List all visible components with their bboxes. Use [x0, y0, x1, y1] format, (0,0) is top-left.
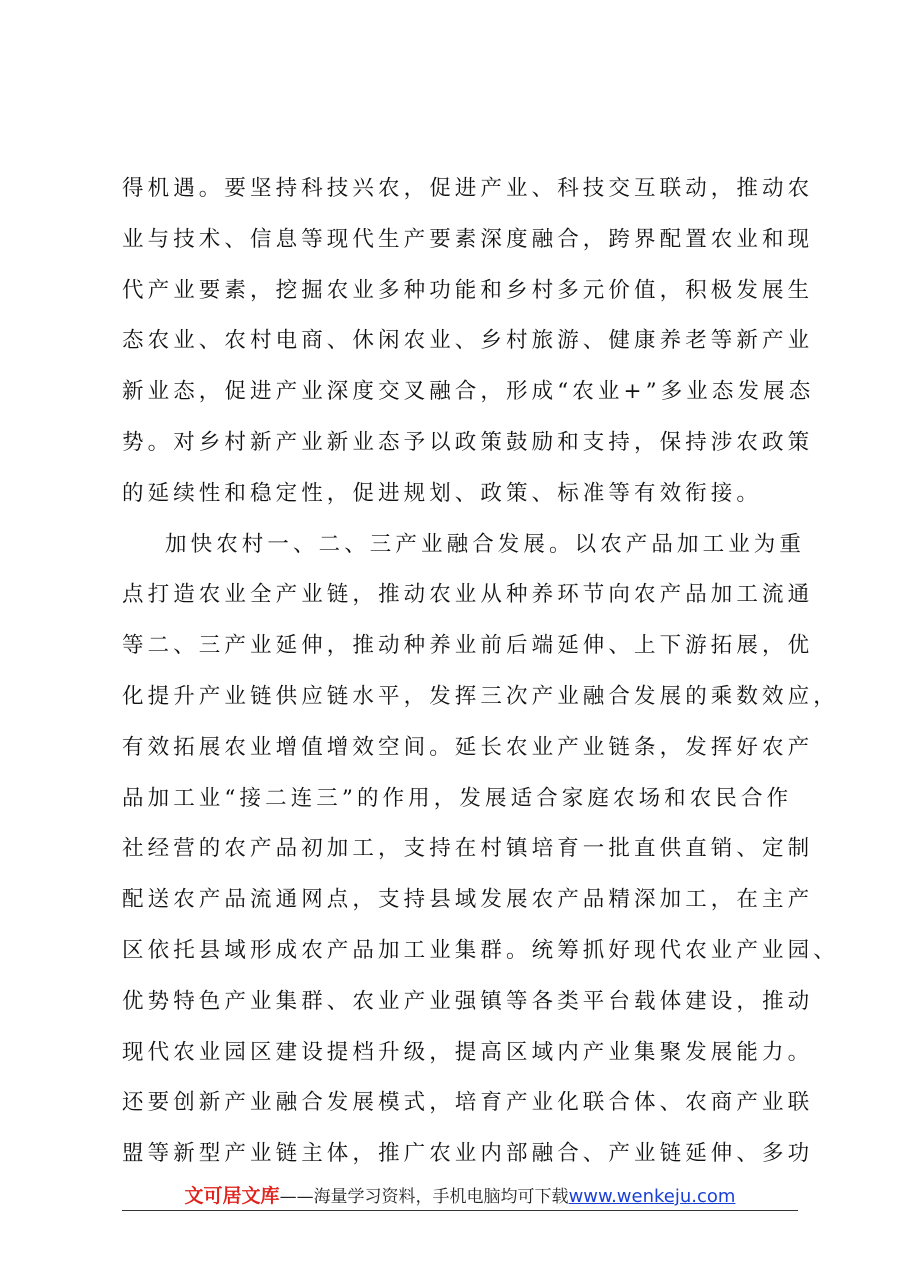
text-line: 化提升产业链供应链水平，发挥三次产业融合发展的乘数效应， — [122, 683, 839, 709]
text-line: 新业态，促进产业深度交叉融合，形成“农业+”多业态发展态 — [122, 379, 815, 405]
text-line: 还要创新产业融合发展模式，培育产业化联合体、农商产业联 — [122, 1090, 814, 1116]
paragraph-1 — [122, 164, 815, 520]
text-line: 点打造农业全产业链，推动农业从种养环节向农产品加工流通 — [122, 582, 814, 608]
footer-brand: 文可居文库 — [184, 1185, 280, 1207]
text-line: 配送农产品流通网点，支持县域发展农产品精深加工，在主产 — [122, 887, 814, 913]
footer-divider — [122, 1210, 798, 1211]
text-line: 盟等新型产业链主体，推广农业内部融合、产业链延伸、多功 — [122, 1141, 814, 1167]
footer-tagline: ——海量学习资料，手机电脑均可下载 — [279, 1187, 569, 1207]
text-line: 代产业要素，挖掘农业多种功能和乡村多元价值，积极发展生 — [122, 277, 814, 303]
text-line: 态农业、农村电商、休闲农业、乡村旅游、健康养老等新产业 — [122, 328, 814, 354]
text-line: 得机遇。要坚持科技兴农，促进产业、科技交互联动，推动农 — [122, 176, 814, 201]
document-body — [122, 164, 839, 1180]
text-line: 加快农村一、二、三产业融合发展。以农产品加工业为重 — [165, 531, 806, 557]
page-footer — [122, 1181, 798, 1209]
text-line: 现代农业园区建设提档升级，提高区域内产业集聚发展能力。 — [122, 1039, 814, 1065]
text-line: 等二、三产业延伸，推动种养业前后端延伸、上下游拓展，优 — [122, 633, 814, 659]
text-line: 业与技术、信息等现代生产要素深度融合，跨界配置农业和现 — [122, 226, 814, 252]
text-line: 社经营的农产品初加工，支持在村镇培育一批直供直销、定制 — [122, 836, 814, 862]
text-line: 的延续性和稳定性，促进规划、政策、标准等有效衔接。 — [122, 480, 763, 506]
text-line: 优势特色产业集群、农业产业强镇等各类平台载体建设，推动 — [122, 988, 814, 1014]
text-line: 势。对乡村新产业新业态予以政策鼓励和支持，保持涉农政策 — [122, 429, 814, 455]
text-line: 有效拓展农业增值增效空间。延长农业产业链条，发挥好农产 — [122, 734, 814, 760]
text-line: 区依托县域形成农产品加工业集群。统筹抓好现代农业产业园、 — [122, 937, 839, 963]
footer-url-link[interactable]: www.wenkeju.com — [568, 1186, 736, 1207]
text-line: 品加工业“接二连三”的作用，发展适合家庭农场和农民合作 — [122, 785, 793, 811]
paragraph-2 — [122, 520, 839, 1180]
